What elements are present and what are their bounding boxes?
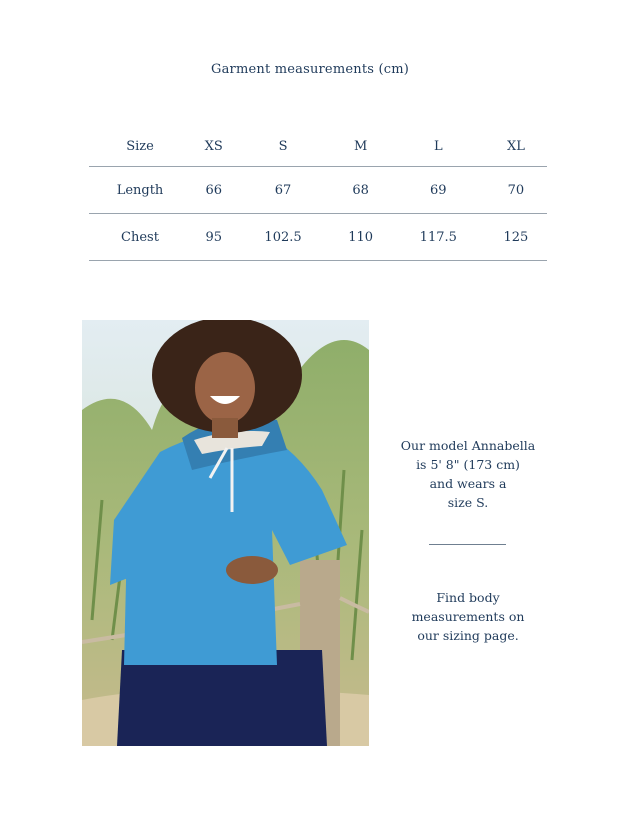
neck xyxy=(212,418,238,438)
model-info-line: size S. xyxy=(447,495,489,510)
length-xs: 66 xyxy=(191,167,236,214)
length-m: 68 xyxy=(330,167,392,214)
size-header-xs: XS xyxy=(191,126,236,167)
model-info-line: Our model Annabella xyxy=(400,438,536,453)
length-s: 67 xyxy=(236,167,329,214)
table-row-length xyxy=(89,167,547,214)
row-label-length: Length xyxy=(89,167,191,214)
row-label-chest: Chest xyxy=(89,214,191,261)
size-header-label: Size xyxy=(89,126,191,167)
model-info-line: and wears a xyxy=(429,476,507,491)
size-header-s: S xyxy=(236,126,329,167)
chest-s: 102.5 xyxy=(236,214,329,261)
size-header-l: L xyxy=(392,126,485,167)
chest-xs: 95 xyxy=(191,214,236,261)
hands xyxy=(226,556,278,584)
sizing-note-line[interactable]: our sizing page. xyxy=(417,628,519,643)
length-xl: 70 xyxy=(485,167,547,214)
face xyxy=(195,352,255,424)
sizing-note-line: Find body xyxy=(436,590,500,605)
size-header-xl: XL xyxy=(485,126,547,167)
chest-m: 110 xyxy=(330,214,392,261)
page-title: Garment measurements (cm) xyxy=(211,62,409,77)
length-l: 69 xyxy=(392,167,485,214)
chest-xl: 125 xyxy=(485,214,547,261)
model-info xyxy=(382,436,554,512)
model-info-line: is 5' 8" (173 cm) xyxy=(416,457,520,472)
table-header-row xyxy=(89,126,547,167)
divider xyxy=(429,544,506,545)
table-row-chest xyxy=(89,214,547,261)
chest-l: 117.5 xyxy=(392,214,485,261)
model-photo xyxy=(82,320,369,746)
sizing-page-note xyxy=(382,588,554,645)
sizing-note-line: measurements on xyxy=(411,609,525,624)
size-table xyxy=(89,126,547,261)
size-header-m: M xyxy=(330,126,392,167)
